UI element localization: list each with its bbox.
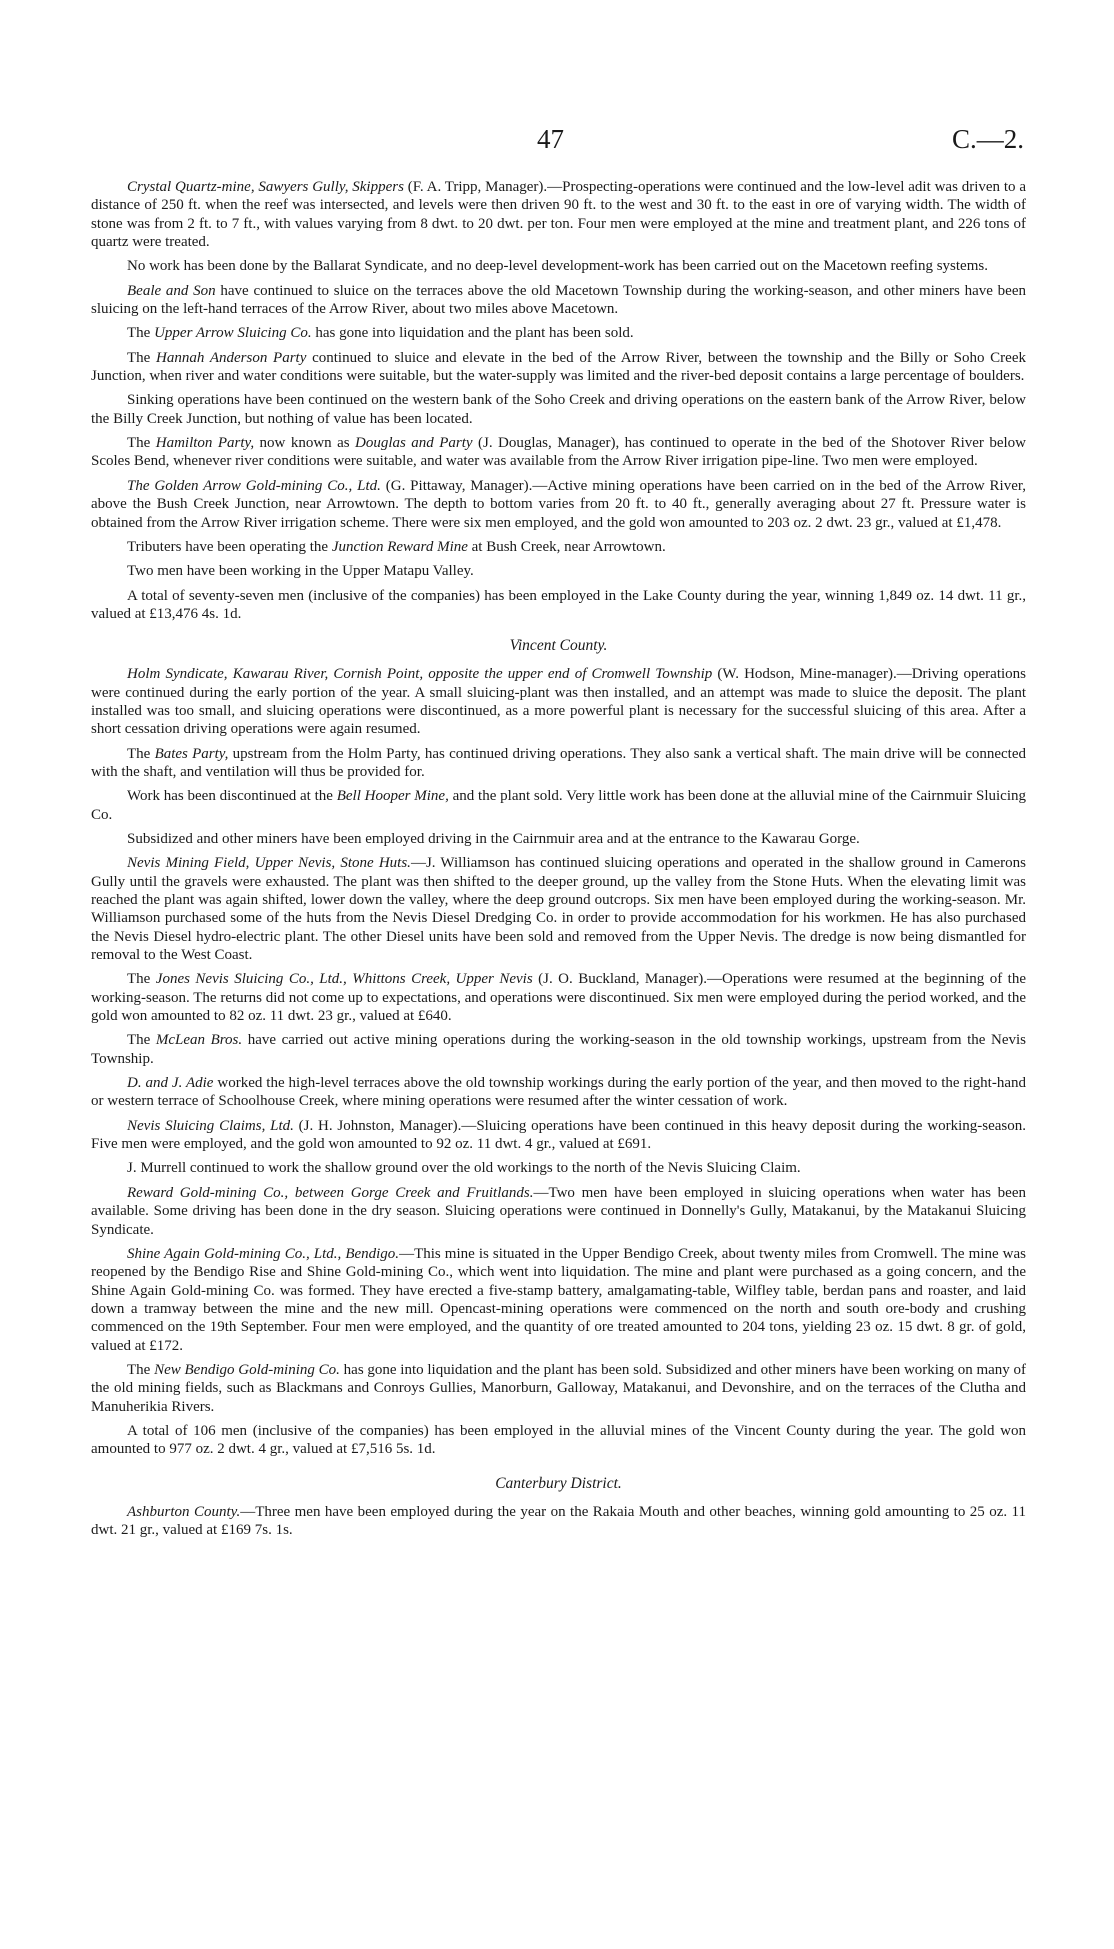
paragraph	[91, 1159, 1026, 1177]
paragraph	[91, 830, 1026, 848]
lake-county-section	[91, 178, 1026, 623]
paragraph	[91, 787, 1026, 824]
paragraph	[91, 1245, 1026, 1355]
paragraph-lead-italic: Upper Arrow Sluicing Co.	[154, 325, 312, 342]
paragraph-text: —Two men have been employed in sluicing operations when water has been available. Some driving has been done in the dry season. Sluicing operations were continued in Donnelly's Gully, Matakanui, by the Matakanui Sluicing Syndicate.	[91, 1184, 1026, 1238]
paragraph-text: The	[127, 1032, 156, 1049]
paragraph	[91, 587, 1026, 624]
paragraph-lead-italic: Crystal Quartz-mine, Sawyers Gully, Skippers	[127, 179, 404, 195]
paragraph	[91, 477, 1026, 532]
paragraph-lead-italic: Bates Party,	[154, 745, 229, 762]
paragraph-text: (J. Douglas, Manager), has continued to operate in the bed of the Shotover River below Scoles Bend, whenever river conditions were suitable, and water was available from the Arrow River irrigation pipe-line. Two men were employed.	[91, 435, 1026, 470]
paragraph-lead-italic: Nevis Mining Field, Upper Nevis, Stone Huts.	[127, 855, 411, 872]
paragraph	[91, 1361, 1026, 1416]
paragraph	[91, 324, 1026, 342]
paragraph	[91, 665, 1026, 738]
paragraph	[91, 1074, 1026, 1111]
paragraph-text: has gone into liquidation and the plant has been sold. Subsidized and other miners have been working on many of the old mining fields, such as Blackmans and Conroys Gullies, Manorburn, Galloway, Matakanui, and Devonshire, and on the terraces of the Clutha and Manuherikia Rivers.	[91, 1361, 1027, 1415]
paragraph-lead-italic: Holm Syndicate, Kawarau River, Cornish Point, opposite the upper end of Cromwell Township	[127, 666, 713, 683]
paragraph-text: have carried out active mining operations during the working-season in the old township workings, upstream from the Nevis Township.	[91, 1032, 1026, 1067]
paragraph-lead-italic: Junction Reward Mine	[331, 538, 468, 555]
paragraph-text: The	[127, 1361, 155, 1378]
paragraph-text: —Three men have been employed during the year on the Rakaia Mouth and other beaches, winning gold amounting to 25 oz. 11 dwt. 21 gr., valued at £169 7s. 1s.	[91, 1503, 1026, 1538]
paragraph-lead-italic: Douglas and Party	[355, 435, 473, 452]
paragraph	[91, 349, 1026, 386]
paragraph-text: have continued to sluice on the terraces above the old Macetown Township during the working-season, and other miners have been sluicing on the left-hand terraces of the Arrow River, about two miles above Macetown.	[91, 282, 1026, 318]
paragraph-lead-italic: Hamilton Party,	[155, 435, 255, 452]
paragraph-text: The	[127, 325, 155, 342]
paragraph-lead-italic: Reward Gold-mining Co., between Gorge Creek and Fruitlands.	[127, 1184, 534, 1201]
paragraph-text: No work has been done by the Ballarat Syndicate, and no deep-level development-work has been carried out on the Macetown reefing systems.	[127, 258, 988, 275]
paragraph	[91, 282, 1026, 319]
paragraph	[91, 257, 1026, 275]
paragraph-lead-italic: Shine Again Gold-mining Co., Ltd., Bendigo.	[127, 1245, 400, 1262]
paragraph-text: The	[127, 435, 156, 452]
page-header	[0, 124, 1114, 154]
canterbury-district-section	[91, 1503, 1026, 1540]
paragraph-text: upstream from the Holm Party, has continued driving operations. They also sank a vertical shaft. The main drive will be connected with the shaft, and ventilation will thus be provided for.	[91, 745, 1026, 780]
paragraph-text: Tributers have been operating the	[127, 538, 332, 555]
paragraph-text: (J. H. Johnston, Manager).—Sluicing operations have been continued in this heavy deposit during the working-season. Five men were employed, and the gold won amounted to 92 oz. 11 dwt. 4 gr., valued at £691.	[91, 1117, 1026, 1153]
paragraph	[91, 1031, 1026, 1068]
paragraph	[91, 391, 1026, 428]
paragraph-text: Two men have been working in the Upper Matapu Valley.	[127, 563, 474, 580]
paragraph-text: (G. Pittaway, Manager).—Active mining operations have been carried on in the bed of the Arrow River, above the Bush Creek Junction, near Arrowtown. The depth to bottom varies from 20 ft. to 40 ft., generally averaging about 27 ft. Pressure water is obtained from the Arrow River irrigation scheme. There were six men employed, and the gold won amounted to 203 oz. 2 dwt. 23 gr., valued at £1,478.	[91, 477, 1026, 531]
page-number: 47	[537, 124, 564, 154]
paragraph-lead-italic: Nevis Sluicing Claims, Ltd.	[127, 1117, 294, 1134]
paragraph-text: The	[127, 745, 155, 762]
paragraph-text: A total of seventy-seven men (inclusive of the companies) has been employed in the Lake County during the year, winning 1,849 oz. 14 dwt. 11 gr., valued at £13,476 4s. 1d.	[91, 587, 1026, 622]
paragraph	[91, 1184, 1026, 1239]
paragraph-text: A total of 106 men (inclusive of the companies) has been employed in the alluvial mines of the Vincent County during the year. The gold won amounted to 977 oz. 2 dwt. 4 gr., valued at £7,516 5s. 1d.	[91, 1422, 1026, 1458]
paragraph	[91, 745, 1026, 782]
paragraph-text: continued to sluice and elevate in the bed of the Arrow River, between the township and the Billy or Soho Creek Junction, when river and water conditions were suitable, but the water-supply was limited and the river-bed deposit contains a large percentage of boulders.	[91, 349, 1026, 385]
paragraph	[91, 538, 1026, 556]
paragraph-text: J. Murrell continued to work the shallow ground over the old workings to the north of the Nevis Sluicing Claim.	[127, 1160, 801, 1177]
paragraph	[91, 970, 1026, 1025]
paragraph-text: Subsidized and other miners have been employed driving in the Cairnmuir area and at the entrance to the Kawarau Gorge.	[127, 830, 860, 847]
vincent-county-section	[91, 665, 1026, 1458]
paragraph	[91, 854, 1026, 964]
paragraph-lead-italic: D. and J. Adie	[127, 1075, 214, 1092]
paragraph-text: The	[127, 349, 157, 366]
paragraph-lead-italic: Jones Nevis Sluicing Co., Ltd., Whittons Creek, Upper Nevis	[155, 971, 533, 988]
paragraph	[91, 178, 1026, 251]
paragraph-lead-italic: Beale and Son	[127, 282, 216, 299]
paragraph	[91, 562, 1026, 580]
paragraph-text: worked the high-level terraces above the old township workings during the early portion of the year, and then moved to the right-hand or western terrace of Schoolhouse Creek, where mining operations were resumed after the winter cessation of work.	[91, 1075, 1026, 1110]
paragraph-lead-italic: New Bendigo Gold-mining Co.	[154, 1361, 340, 1378]
paragraph-text: —J. Williamson has continued sluicing operations and operated in the shallow ground in Camerons Gully until the gravels were exhausted. The plant was then shifted to the deeper ground, up the valley from the Stone Huts. When the elevating limit was reached the plant was again shifted, lower down the valley, where the deep ground outcrops. Six men have been employed during the working-season. Mr. Williamson purchased some of the huts from the Nevis Diesel Dredging Co. in order to provide accommodation for his workmen. He has also purchased the Nevis Diesel hydro-electric plant. The other Diesel units have been sold and removed from the Upper Nevis. The dredge is now being dismantled for removal to the West Coast.	[91, 855, 1026, 964]
paragraph-text: Sinking operations have been continued on the western bank of the Soho Creek and driving operations on the eastern bank of the Arrow River, below the Billy Creek Junction, but nothing of value has been located.	[91, 392, 1026, 427]
paragraph-text: at Bush Creek, near Arrowtown.	[467, 538, 666, 555]
paragraph	[91, 1117, 1026, 1154]
paragraph-text: (W. Hodson, Mine-manager).—Driving operations were continued during the early portion of the year. A small sluicing-plant was then installed, and an attempt was made to sluice the deposit. The plant installed was too small, and sluicing operations were discontinued, as a more powerful plant is necessary for the successful sluicing of this area. After a short cessation driving operations were again resumed.	[91, 666, 1026, 738]
document-reference: C.—2.	[951, 124, 1024, 154]
paragraph	[91, 1422, 1026, 1459]
section-heading-vincent-county: Vincent County.	[509, 637, 608, 655]
paragraph-lead-italic: Hannah Anderson Party	[156, 349, 307, 366]
paragraph-text: The	[127, 971, 156, 988]
document-body	[91, 178, 1026, 1545]
paragraph	[91, 434, 1026, 471]
paragraph-text: and the plant sold. Very little work has been done at the alluvial mine of the Cairnmuir Sluicing Co.	[91, 788, 1026, 823]
paragraph-text: (F. A. Tripp, Manager).—Prospecting-operations were continued and the low-level adit was driven to a distance of 250 ft. when the reef was intersected, and levels were then driven 90 ft. to the west and 30 ft. to the east in ore of varying width. The width of stone was from 2 ft. to 7 ft., with values varying from 8 dwt. to 20 dwt. per ton. Four men were employed at the mine and treatment plant, and 226 tons of quartz were treated.	[91, 179, 1026, 251]
paragraph	[91, 1503, 1026, 1540]
section-heading-canterbury-district: Canterbury District.	[495, 1474, 622, 1492]
paragraph-lead-italic: Bell Hooper Mine,	[336, 788, 449, 805]
paragraph-text: (J. O. Buckland, Manager).—Operations were resumed at the beginning of the working-season. The returns did not come up to expectations, and operations were discontinued. Six men were employed during the period worked, and the gold won amounted to 82 oz. 11 dwt. 23 gr., valued at £640.	[91, 971, 1026, 1025]
paragraph-lead-italic: The Golden Arrow Gold-mining Co., Ltd.	[127, 477, 381, 494]
paragraph-lead-italic: Ashburton County.	[127, 1503, 241, 1520]
paragraph-text: now known as	[254, 435, 356, 452]
paragraph-text: —This mine is situated in the Upper Bendigo Creek, about twenty miles from Cromwell. The mine was reopened by the Bendigo Rise and Shine Gold-mining Co., which went into liquidation. The mine and plant were purchased as a going concern, and the Shine Again Gold-mining Co. was formed. They have erected a five-stamp battery, amalgamating-table, Wilfley table, berdan pans and roaster, and laid down a tramway between the mine and the new mill. Opencast-mining operations were commenced on the north and south ore-body and crushing commenced on the 19th September. Four men were employed, and the quantity of ore treated amounted to 204 tons, yielding 23 oz. 15 dwt. 8 gr. of gold, valued at £172.	[91, 1245, 1026, 1354]
paragraph-lead-italic: McLean Bros.	[155, 1032, 243, 1049]
paragraph-text: has gone into liquidation and the plant has been sold.	[311, 325, 634, 342]
paragraph-text: Work has been discontinued at the	[127, 788, 337, 805]
